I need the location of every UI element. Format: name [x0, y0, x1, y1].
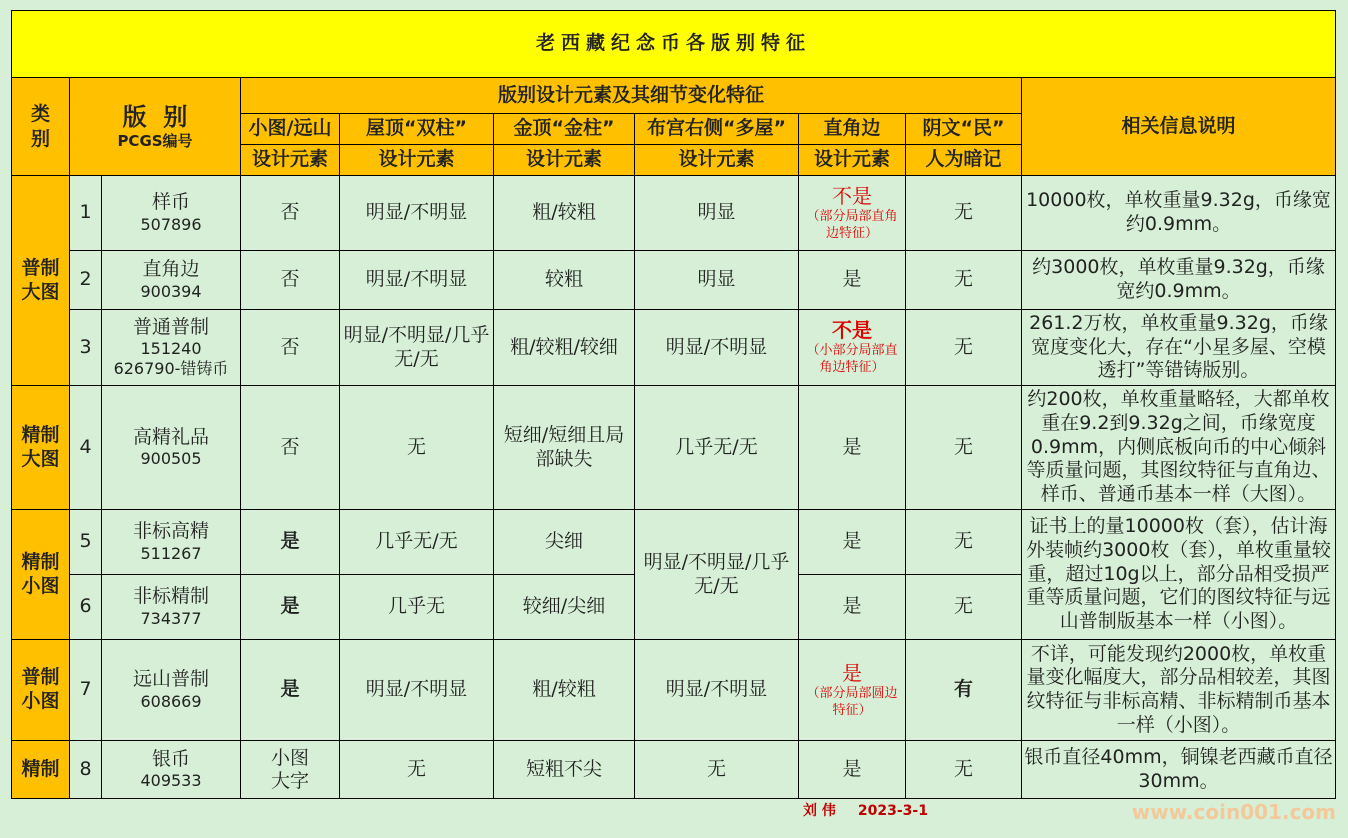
cell-small-image: 是: [241, 575, 340, 640]
cell-edge: 是: [799, 741, 906, 799]
author-date: 2023-3-1: [857, 803, 928, 819]
cell-gold: 粗/较粗: [494, 176, 635, 251]
author-signature: [803, 800, 928, 820]
row-number: 1: [70, 176, 102, 251]
header-info: 相关信息说明: [1022, 78, 1336, 176]
category-cell: 精制: [12, 741, 70, 799]
version-name-text: 远山普制: [132, 668, 209, 691]
table-row: [12, 386, 1336, 510]
header-design-group: 版别设计元素及其细节变化特征: [241, 78, 1022, 114]
header-col-gold: 金顶“金柱”: [494, 114, 635, 145]
cell-yin: 无: [906, 176, 1022, 251]
cell-roof: 无: [340, 741, 494, 799]
cell-gold: 粗/较粗: [494, 640, 635, 741]
cell-small-image: 是: [241, 510, 340, 575]
site-watermark: www.coin001.com: [1131, 800, 1336, 824]
cell-edge: 是: [799, 510, 906, 575]
version-name: [102, 640, 241, 741]
row-number: 3: [70, 310, 102, 386]
cell-roof: 无: [340, 386, 494, 510]
cell-houses: 明显/不明显: [635, 310, 799, 386]
category-cell: 精制 大图: [12, 386, 70, 510]
edge-value: 不是: [832, 318, 872, 343]
header-sub-5: 设计元素: [799, 145, 906, 176]
row-number: 6: [70, 575, 102, 640]
edge-note: （部分局部直角边特征）: [806, 208, 898, 241]
header-sub-3: 设计元素: [494, 145, 635, 176]
version-name-text: 非标高精: [132, 520, 209, 543]
version-name-text: 银币: [151, 747, 190, 770]
table-row: [12, 741, 1336, 799]
cell-houses: 明显/不明显: [635, 640, 799, 741]
version-table: [11, 10, 1336, 799]
version-name-text: 直角边: [142, 258, 200, 281]
cell-houses: 明显: [635, 251, 799, 310]
cell-gold: 尖细: [494, 510, 635, 575]
cell-info: 银币直径40mm，铜镍老西藏币直径30mm。: [1022, 741, 1336, 799]
cell-yin: 无: [906, 386, 1022, 510]
version-name-text: 非标精制: [132, 585, 209, 608]
pcgs-code: 734377: [140, 608, 202, 628]
version-name: [102, 310, 241, 386]
cell-yin: 无: [906, 741, 1022, 799]
pcgs-code: 608669: [140, 691, 202, 711]
cell-houses: 明显/不明显/几乎无/无: [635, 510, 799, 640]
page-title: 老西藏纪念币各版别特征: [12, 11, 1336, 78]
cell-edge: 是: [799, 251, 906, 310]
header-sub-1: 设计元素: [241, 145, 340, 176]
version-name: [102, 386, 241, 510]
edge-value: 是: [842, 660, 862, 685]
cell-small-image: 否: [241, 176, 340, 251]
row-number: 4: [70, 386, 102, 510]
cell-small-image: 否: [241, 310, 340, 386]
cell-roof: 几乎无: [340, 575, 494, 640]
cell-gold: 较粗: [494, 251, 635, 310]
cell-yin: 无: [906, 510, 1022, 575]
cell-edge: [799, 640, 906, 741]
cell-edge: [799, 310, 906, 386]
header-col-houses: 布宫右侧“多屋”: [635, 114, 799, 145]
cell-gold: 短粗不尖: [494, 741, 635, 799]
cell-roof: 明显/不明显: [340, 640, 494, 741]
cell-gold: 短细/短细且局部缺失: [494, 386, 635, 510]
pcgs-code-error: 626790-错铸币: [113, 359, 229, 379]
cell-edge: 是: [799, 386, 906, 510]
row-number: 5: [70, 510, 102, 575]
header-sub-4: 设计元素: [635, 145, 799, 176]
cell-yin: 有: [906, 640, 1022, 741]
pcgs-code: 151240: [140, 339, 202, 359]
header-sub-2: 设计元素: [340, 145, 494, 176]
author-name: 刘 伟: [803, 803, 836, 819]
header-col-small-image: 小图/远山: [241, 114, 340, 145]
cell-houses: 明显: [635, 176, 799, 251]
cell-houses: 几乎无/无: [635, 386, 799, 510]
cell-info: 261.2万枚，单枚重量9.32g，币缘宽度变化大，存在“小星多屋、空模透打”等错铸版别。: [1022, 310, 1336, 386]
cell-small-image: 否: [241, 251, 340, 310]
cell-info: 约200枚，单枚重量略轻，大都单枚重在9.2到9.32g之间，币缘宽度0.9mm，内侧底板向币的中心倾斜等质量问题，其图纹特征与直角边、样币、普通币基本一样（大图）。: [1022, 386, 1336, 510]
cell-small-image: 小图 大字: [241, 741, 340, 799]
header-version: [70, 78, 241, 176]
cell-yin: 无: [906, 575, 1022, 640]
header-version-label: 版 别: [122, 103, 188, 132]
pcgs-code: 511267: [140, 543, 202, 563]
header-pcgs-label: PCGS编号: [117, 132, 193, 151]
pcgs-code: 409533: [140, 771, 202, 791]
cell-gold: 粗/较粗/较细: [494, 310, 635, 386]
cell-yin: 无: [906, 310, 1022, 386]
version-name: [102, 510, 241, 575]
version-name-text: 高精礼品: [132, 425, 209, 448]
version-name: [102, 575, 241, 640]
version-name: [102, 741, 241, 799]
pcgs-code: 900394: [140, 281, 202, 301]
edge-value: 不是: [832, 183, 872, 208]
version-name-text: 普通普制: [132, 315, 209, 338]
cell-roof: 明显/不明显: [340, 176, 494, 251]
cell-small-image: 是: [241, 640, 340, 741]
category-cell: 普制 小图: [12, 640, 70, 741]
cell-info: 不详，可能发现约2000枚，单枚重量变化幅度大，部分品相较差，其图纹特征与非标高精、非标精制币基本一样（小图）。: [1022, 640, 1336, 741]
table-row: [12, 510, 1336, 575]
version-name: [102, 176, 241, 251]
cell-roof: 几乎无/无: [340, 510, 494, 575]
table-row: [12, 310, 1336, 386]
pcgs-code: 507896: [140, 214, 202, 234]
header-col-edge: 直角边: [799, 114, 906, 145]
row-number: 8: [70, 741, 102, 799]
header-col-yin: 阴文“民”: [906, 114, 1022, 145]
cell-edge: 是: [799, 575, 906, 640]
row-number: 7: [70, 640, 102, 741]
table-row: [12, 640, 1336, 741]
header-sub-6: 人为暗记: [906, 145, 1022, 176]
header-col-roof: 屋顶“双柱”: [340, 114, 494, 145]
cell-yin: 无: [906, 251, 1022, 310]
cell-small-image: 否: [241, 386, 340, 510]
cell-edge: [799, 176, 906, 251]
row-number: 2: [70, 251, 102, 310]
cell-houses: 无: [635, 741, 799, 799]
cell-roof: 明显/不明显/几乎无/无: [340, 310, 494, 386]
version-name: [102, 251, 241, 310]
cell-info: 证书上的量10000枚（套），估计海外装帧约3000枚（套），单枚重量较重，超过10g以上，部分品相受损严重等质量问题，它们的图纹特征与远山普制版基本一样（小图）。: [1022, 510, 1336, 640]
table-row: [12, 176, 1336, 251]
edge-note: （小部分局部直角边特征）: [806, 343, 898, 375]
category-cell: 普制 大图: [12, 176, 70, 386]
version-name-text: 样币: [151, 191, 190, 214]
cell-roof: 明显/不明显: [340, 251, 494, 310]
table-row: [12, 251, 1336, 310]
category-cell: 精制 小图: [12, 510, 70, 640]
header-category: 类 别: [12, 78, 70, 176]
edge-note: （部分局部圆边特征）: [806, 685, 898, 718]
cell-gold: 较细/尖细: [494, 575, 635, 640]
cell-info: 约3000枚，单枚重量9.32g，币缘宽约0.9mm。: [1022, 251, 1336, 310]
cell-info: 10000枚，单枚重量9.32g，币缘宽约0.9mm。: [1022, 176, 1336, 251]
pcgs-code: 900505: [140, 449, 202, 469]
